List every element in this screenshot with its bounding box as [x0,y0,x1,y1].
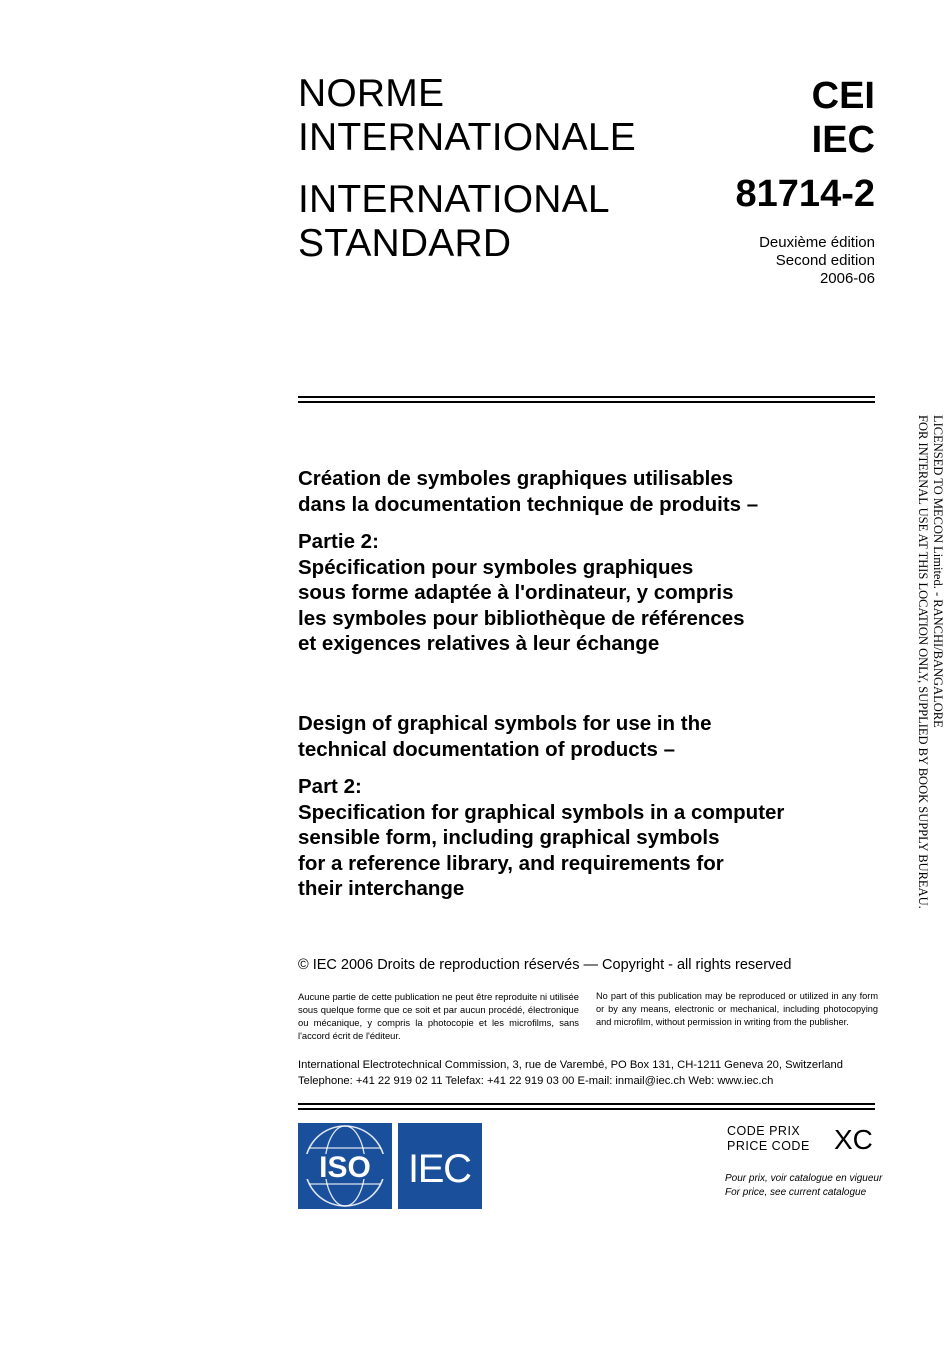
part-fr-line: les symboles pour bibliothèque de références [298,606,745,630]
price-label-fr: CODE PRIX [727,1124,801,1138]
iso-logo-text: ISO [319,1151,371,1184]
license-line: FOR INTERNAL USE AT THIS LOCATION ONLY, SUPPLIED BY BOOK SUPPLY BUREAU. [916,415,930,909]
part-en-line: Specification for graphical symbols in a computer [298,800,785,824]
edition-info [640,234,875,288]
price-note-fr: Pour prix, voir catalogue en vigueur [725,1173,883,1184]
part-en-line: Part 2: [298,775,362,798]
iec-logo-text: IEC [408,1147,472,1191]
part-en-line: sensible form, including graphical symbols [298,826,720,849]
license-line: LICENSED TO MECON Limited. - RANCHI/BANGALORE [931,415,945,728]
part-fr-line: Spécification pour symboles graphiques [298,555,694,579]
edition-en: Second edition [775,252,875,269]
notice-en: No part of this publication may be reproduced or utilized in any form or by any means, electronic or mechanical, including photocopying and microfilm, without permission in writing from the publisher. [596,991,878,1027]
part-en-line: their interchange [298,877,465,900]
part-fr-line: sous forme adaptée à l'ordinateur, y compris [298,581,734,604]
price-note-en: For price, see current catalogue [725,1187,867,1198]
iso-iec-logos [298,1123,482,1209]
price-note [725,1172,882,1200]
standard-number: 81714-2 [735,173,875,215]
standard-title [298,72,698,266]
title-en-line: STANDARD [298,222,512,265]
notice-fr: Aucune partie de cette publication ne peut être reproduite ni utilisée sous quelque forme que ce soit et par aucun procédé, électronique ou mécanique, y compris la photocopie et les microfilms, sans l'accord écrit de l'éditeur. [298,991,579,1041]
subject-en-line: technical documentation of products – [298,737,676,761]
code-iec: IEC [811,119,875,161]
title-en-line: INTERNATIONAL [298,178,610,221]
title-en [298,178,698,266]
subject-en-line: Design of graphical symbols for use in the [298,712,712,735]
edition-fr: Deuxième édition [759,234,875,251]
subject-fr-line: dans la documentation technique de produits – [298,492,759,516]
divider-top [298,396,875,403]
price-label-en: PRICE CODE [727,1139,810,1153]
title-fr-line: NORME [298,72,445,115]
contact-line: Telephone: +41 22 919 02 11 Telefax: +41 22 919 03 00 E-mail: inmail@iec.ch Web: www.iec.ch [298,1075,774,1087]
part-fr-line: Partie 2: [298,530,379,553]
title-fr [298,72,698,160]
subject-fr [298,466,878,657]
address-line: International Electrotechnical Commission, 3, rue de Varembé, PO Box 131, CH-1211 Geneva 20, Switzerland [298,1059,843,1071]
price-code-value: XC [834,1124,873,1155]
license-watermark [915,415,945,909]
part-en-line: for a reference library, and requirements for [298,851,724,875]
title-fr-line: INTERNATIONALE [298,116,636,159]
subject-fr-line: Création de symboles graphiques utilisables [298,467,734,490]
edition-date: 2006-06 [819,270,875,287]
part-fr-line: et exigences relatives à leur échange [298,632,660,655]
standard-identifier [640,74,875,216]
code-cei: CEI [811,75,875,117]
subject-en [298,711,878,902]
price-code-label [727,1124,810,1154]
divider-bottom [298,1103,875,1110]
copyright-line: © IEC 2006 Droits de reproduction réservés — Copyright - all rights reserved [298,957,792,973]
